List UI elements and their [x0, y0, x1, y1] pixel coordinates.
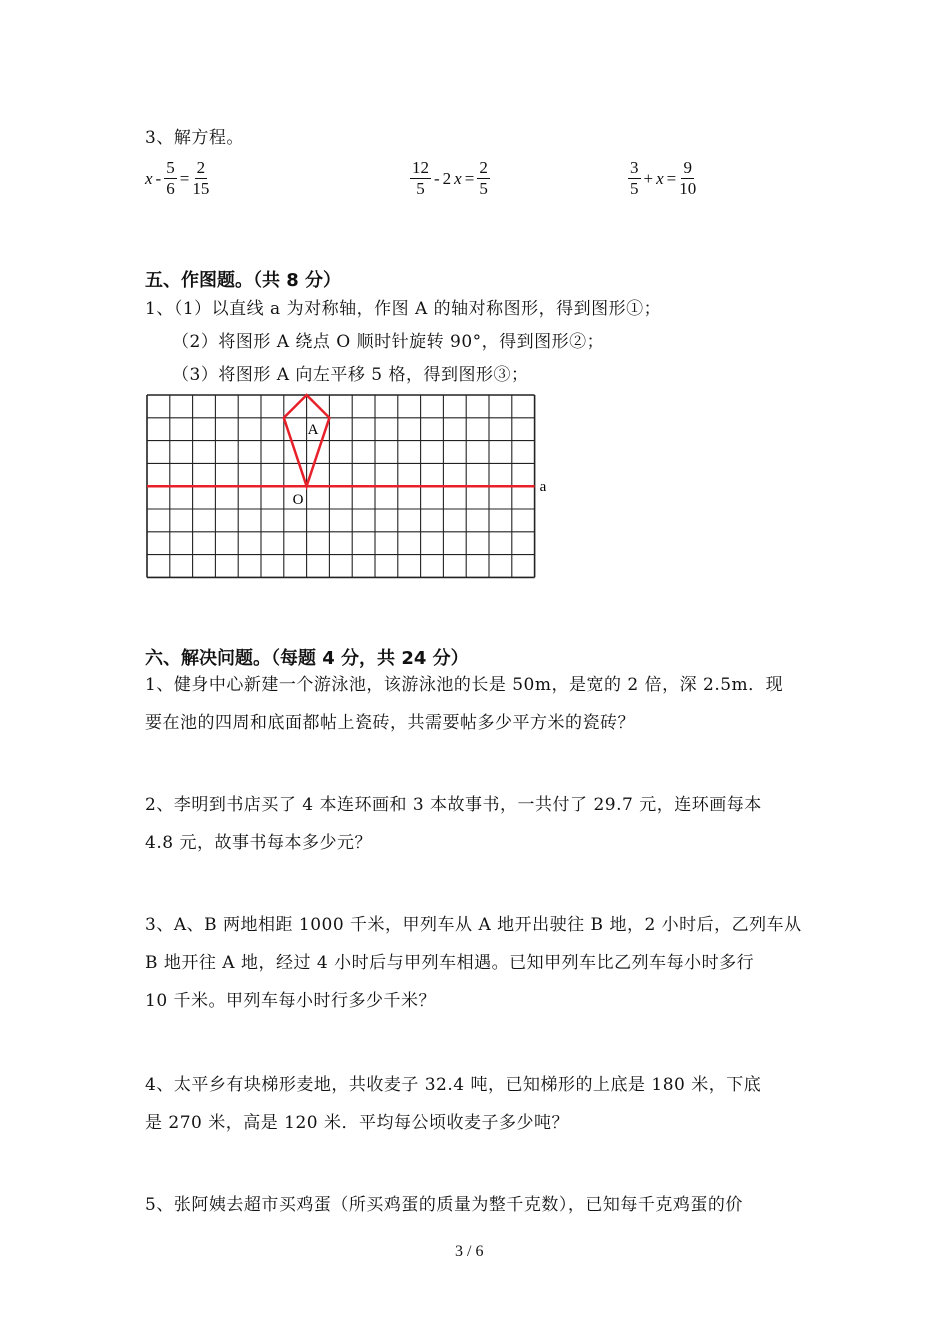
eq2-var: x [454, 168, 462, 188]
eq3-fraction-2: $\frac{9}{10}$ [679, 158, 697, 198]
section5-line-3: （3）将图形 A 向左平移 5 格，得到图形③； [172, 365, 529, 385]
eq1-op: - [155, 168, 162, 188]
section3-title: 3、解方程。 [145, 128, 244, 148]
eq2-op: - [434, 168, 440, 188]
problem-4-line-1: 4、太平乡有块梯形麦地，共收麦子 32.4 吨，已知梯形的上底是 180 米，下底 [145, 1075, 762, 1095]
eq2-coef: 2 [442, 168, 452, 188]
point-o-label: O [292, 492, 304, 509]
eq1-fraction-1: $\frac{5}{6}$ [166, 158, 175, 198]
eq2-fraction-2: $\frac{2}{5}$ [479, 158, 488, 198]
section5-line-2: （2）将图形 A 绕点 O 顺时针旋转 90°，得到图形②； [172, 332, 605, 352]
problem-2-line-2: 4.8 元，故事书每本多少元？ [145, 833, 372, 853]
eq2-fraction-1: $\frac{12}{5}$ [412, 158, 429, 198]
equation-2 [410, 158, 490, 199]
problem-1-line-1: 1、健身中心新建一个游泳池，该游泳池的长是 50m，是宽的 2 倍，深 2.5m．现 [145, 675, 784, 695]
grid-diagram [140, 390, 560, 590]
eq3-op: + [643, 168, 654, 188]
eq3-fraction-1: $\frac{3}{5}$ [630, 158, 639, 198]
eq2-equals: = [464, 168, 475, 188]
problem-3-line-3: 10 千米。甲列车每小时行多少千米？ [145, 991, 437, 1011]
eq1-var: x [145, 168, 153, 188]
section5-line-1: 1、（1）以直线 a 为对称轴，作图 A 的轴对称图形，得到图形①； [145, 299, 662, 319]
page-number: 3 / 6 [455, 1243, 484, 1260]
problem-5-line-1: 5、张阿姨去超市买鸡蛋（所买鸡蛋的质量为整千克数），已知每千克鸡蛋的价 [145, 1195, 743, 1215]
problem-4-line-2: 是 270 米，高是 120 米．平均每公顷收麦子多少吨？ [145, 1113, 570, 1133]
problem-3-line-1: 3、A、B 两地相距 1000 千米，甲列车从 A 地开出驶往 B 地，2 小时后，乙列车从 [145, 915, 802, 935]
problem-3-line-2: B 地开往 A 地，经过 4 小时后与甲列车相遇。已知甲列车比乙列车每小时多行 [145, 953, 755, 973]
section5-heading: 五、作图题。（共 8 分） [145, 270, 342, 291]
shape-a-label: A [307, 421, 319, 438]
eq1-equals: = [179, 168, 190, 188]
eq1-fraction-2: $\frac{2}{15}$ [192, 158, 210, 198]
equation-3 [628, 158, 696, 199]
problem-1-line-2: 要在池的四周和底面都帖上瓷砖，共需要帖多少平方米的瓷砖？ [145, 713, 635, 733]
equation-1 [145, 158, 209, 199]
axis-a-label: a [539, 479, 547, 496]
eq3-equals: = [666, 168, 677, 188]
eq3-var: x [656, 168, 664, 188]
problem-2-line-1: 2、李明到书店买了 4 本连环画和 3 本故事书，一共付了 29.7 元，连环画每本 [145, 795, 762, 815]
section6-heading: 六、解决问题。（每题 4 分，共 24 分） [145, 648, 469, 669]
